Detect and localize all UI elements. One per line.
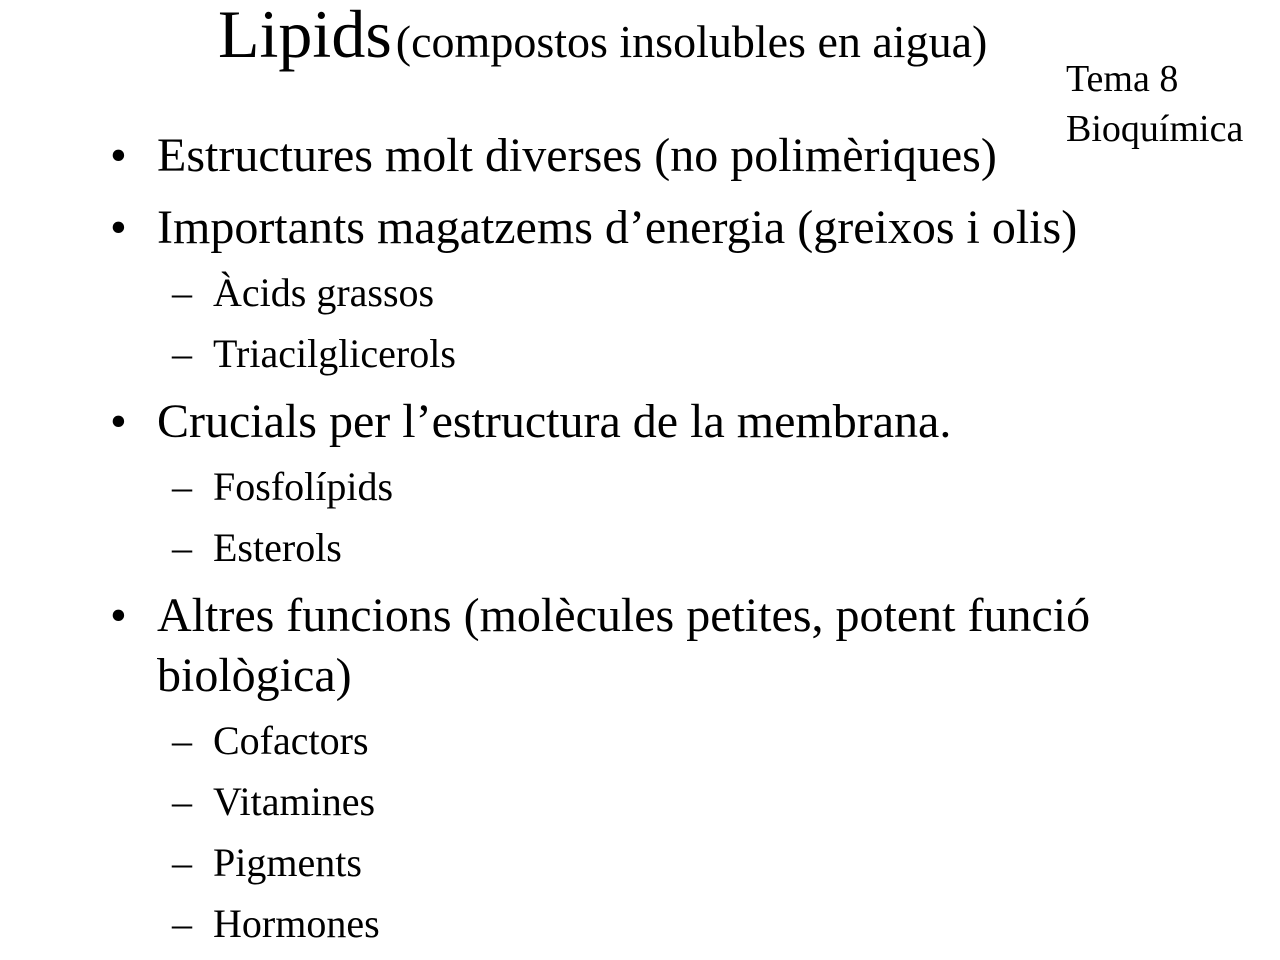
bullet-mark: • (110, 201, 127, 254)
sub-text: Fosfolípids (213, 464, 394, 509)
bullet-text-line2: biològica) (157, 649, 352, 702)
dash-mark: – (172, 464, 192, 509)
dash-mark: – (172, 779, 192, 824)
sub-text: Pigments (213, 840, 362, 885)
sub-text: Àcids grassos (213, 270, 435, 315)
bullet-mark: • (110, 589, 127, 642)
bullet-mark: • (110, 395, 127, 448)
sub-text: Hormones (213, 901, 380, 946)
bullet-mark: • (110, 129, 127, 182)
topic-label-line1: Tema 8 (1066, 58, 1179, 100)
title-main: Lipids (218, 0, 392, 72)
dash-mark: – (172, 525, 192, 570)
slide-title (218, 0, 988, 72)
sub-text: Triacilglicerols (213, 331, 456, 376)
dash-mark: – (172, 331, 192, 376)
sub-text: Vitamines (213, 779, 376, 824)
bullet-text: Importants magatzems d’energia (greixos i olis) (157, 201, 1078, 254)
dash-mark: – (172, 901, 192, 946)
bullet-text: Crucials per l’estructura de la membrana. (157, 395, 952, 448)
topic-label-line2: Bioquímica (1066, 108, 1244, 150)
dash-mark: – (172, 840, 192, 885)
bullet-text: Altres funcions (molècules petites, potent funció (157, 589, 1091, 642)
bullet-text: Estructures molt diverses (no polimèriques) (157, 129, 997, 182)
topic-label (1066, 54, 1243, 154)
title-subtitle: (compostos insolubles en aigua) (395, 16, 988, 67)
dash-mark: – (172, 270, 192, 315)
sub-text: Esterols (213, 525, 342, 570)
sub-text: Cofactors (213, 718, 369, 763)
dash-mark: – (172, 718, 192, 763)
